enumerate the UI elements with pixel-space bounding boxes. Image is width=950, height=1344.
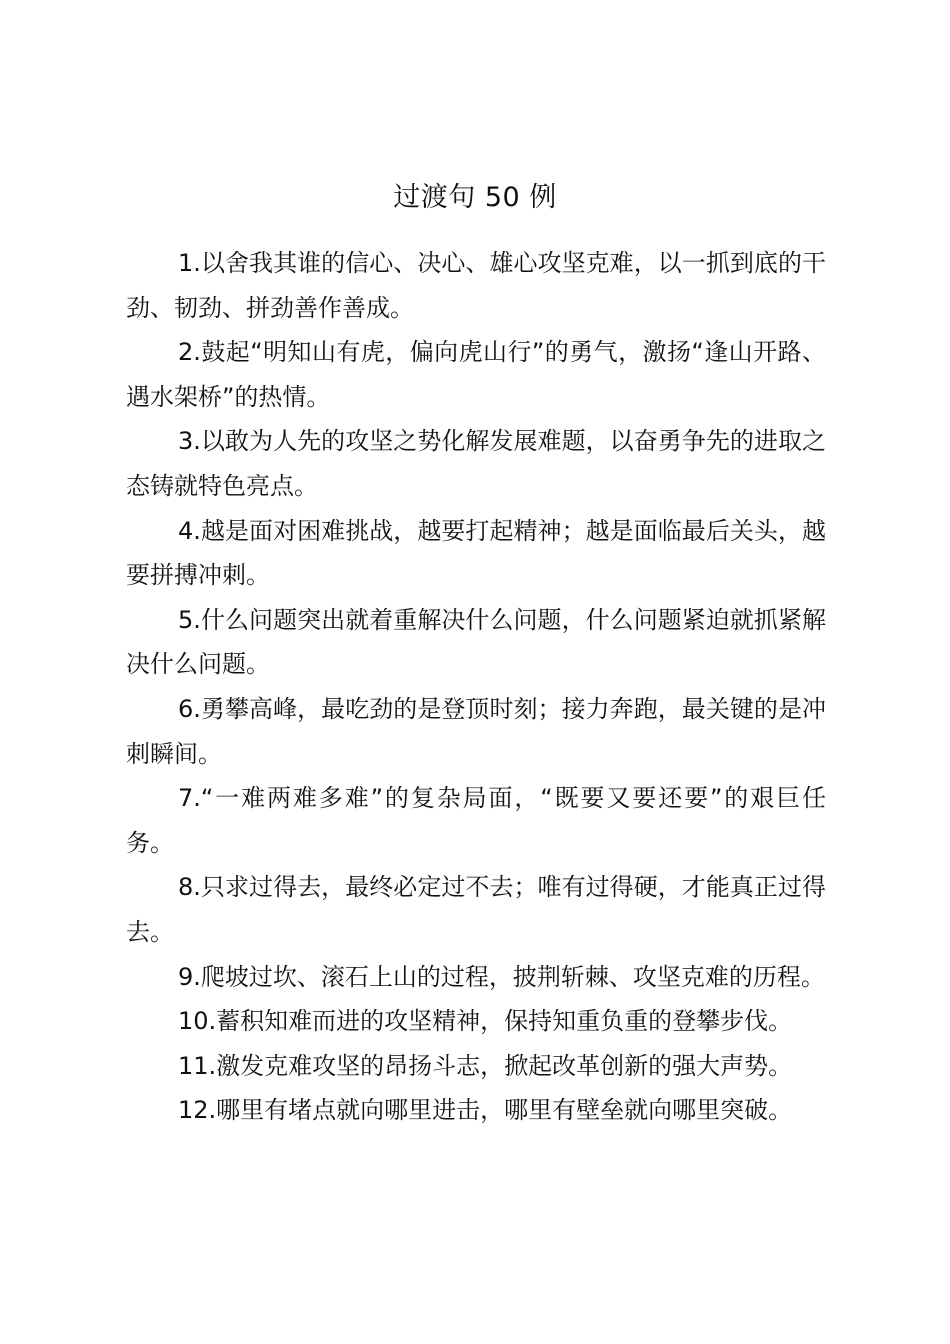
list-item: 4.越是面对困难挑战，越要打起精神；越是面临最后关头，越要拼搏冲刺。 bbox=[126, 516, 826, 590]
list-item: 6.勇攀高峰，最吃劲的是登顶时刻；接力奔跑，最关键的是冲刺瞬间。 bbox=[126, 694, 826, 768]
list-item: 3.以敢为人先的攻坚之势化解发展难题，以奋勇争先的进取之态铸就特色亮点。 bbox=[126, 427, 826, 500]
list-item: 7.“一难两难多难”的复杂局面，“既要又要还要”的艰巨任务。 bbox=[126, 784, 826, 857]
list-item: 10.蓄积知难而进的攻坚精神，保持知重负重的登攀步伐。 bbox=[178, 1007, 793, 1036]
list-item: 12.哪里有堵点就向哪里进击，哪里有壁垒就向哪里突破。 bbox=[178, 1096, 793, 1125]
sentence-list bbox=[126, 241, 826, 1133]
list-item: 11.激发克难攻坚的昂扬斗志，掀起改革创新的强大声势。 bbox=[178, 1051, 793, 1080]
list-item: 8.只求过得去，最终必定过不去；唯有过得硬，才能真正过得去。 bbox=[126, 873, 826, 946]
list-item: 5.什么问题突出就着重解决什么问题，什么问题紧迫就抓紧解决什么问题。 bbox=[126, 605, 826, 679]
list-item: 2.鼓起“明知山有虎，偏向虎山行”的勇气，激扬“逢山开路、遇水架桥”的热情。 bbox=[126, 338, 826, 411]
document-title: 过渡句 50 例 bbox=[393, 182, 557, 213]
list-item: 1.以舍我其谁的信心、决心、雄心攻坚克难，以一抓到底的干劲、韧劲、拼劲善作善成。 bbox=[126, 249, 826, 322]
list-item: 9.爬坡过坎、滚石上山的过程，披荆斩棘、攻坚克难的历程。 bbox=[178, 962, 825, 991]
